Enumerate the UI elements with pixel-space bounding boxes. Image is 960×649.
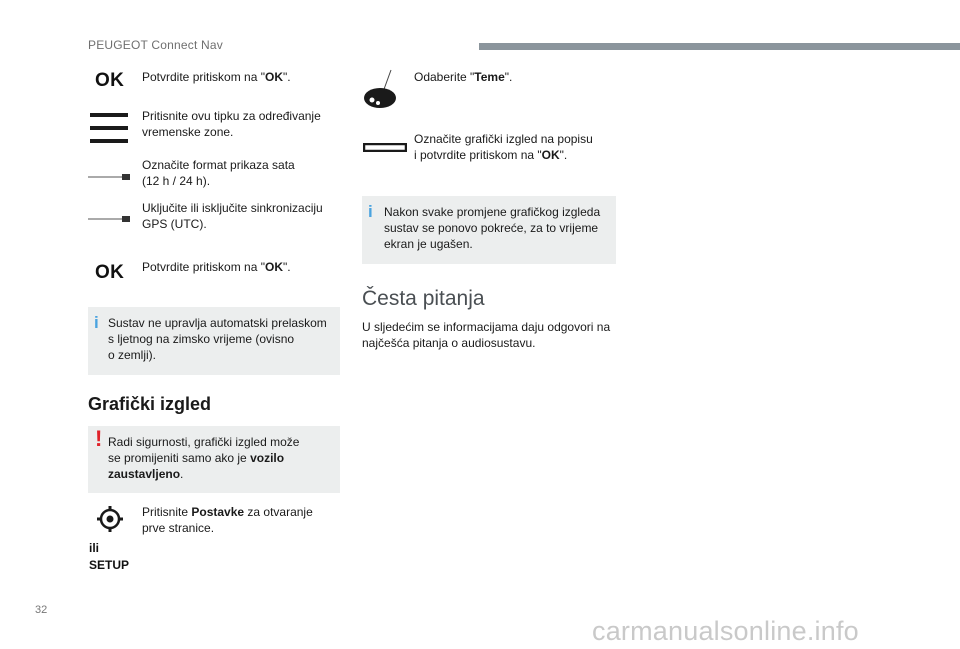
watermark: carmanualsonline.info	[592, 616, 859, 646]
section-title-graphic-layout: Grafički izgled	[88, 394, 212, 414]
step-timezone: Pritisnite ovu tipku za određivanje vremenske zone.	[142, 109, 321, 139]
step-open-settings: Pritisnite Postavke za otvaranje prve stranice.	[142, 505, 313, 535]
header-bar	[479, 43, 960, 50]
step-clock-format: Označite format prikaza sata (12 h / 24 h).	[142, 158, 295, 188]
info-note: i Sustav ne upravlja automatski prelaskom s ljetnog na zimsko vrijeme (ovisno o zemlji).	[88, 307, 340, 375]
step-gps-sync: Uključite ili isključite sinkronizaciju GPS (UTC).	[142, 201, 323, 231]
page-number: 32	[35, 604, 48, 616]
step-confirm-ok: Potvrdite pritiskom na "OK".	[142, 70, 291, 84]
info-note: i Nakon svake promjene grafičkog izgleda sustav se ponovo pokreće, za to vrijeme ekran je ugašen.	[362, 196, 616, 264]
toggle-slider-icon	[88, 168, 130, 186]
step-select-themes: Odaberite "Teme".	[414, 70, 513, 84]
menu-icon	[90, 113, 128, 148]
settings-gear-icon	[97, 506, 123, 537]
section-title-faq: Česta pitanja	[362, 287, 485, 310]
step-mark-layout: Označite grafički izgled na popisu i potvrdite pritiskom na "OK".	[414, 132, 593, 162]
warning-icon: !	[95, 426, 103, 451]
or-label: ili	[89, 541, 100, 555]
info-icon: i	[94, 313, 99, 332]
step-confirm-ok: Potvrdite pritiskom na "OK".	[142, 260, 291, 274]
running-header: PEUGEOT Connect Nav	[88, 38, 223, 52]
info-icon: i	[368, 202, 373, 221]
setup-label: SETUP	[89, 558, 130, 572]
toggle-slider-icon	[88, 210, 130, 228]
ok-button-icon: OK	[95, 70, 125, 91]
faq-intro-paragraph: U sljedećim se informacijama daju odgovori na najčešća pitanja o audiosustavu.	[362, 320, 611, 350]
warning-note: ! Radi sigurnosti, grafički izgled može se promijeniti samo ako je vozilo zaustavljeno.	[88, 426, 340, 493]
ok-button-icon: OK	[95, 262, 125, 283]
palette-brush-icon	[363, 68, 401, 115]
layout-bar-icon	[363, 139, 407, 157]
